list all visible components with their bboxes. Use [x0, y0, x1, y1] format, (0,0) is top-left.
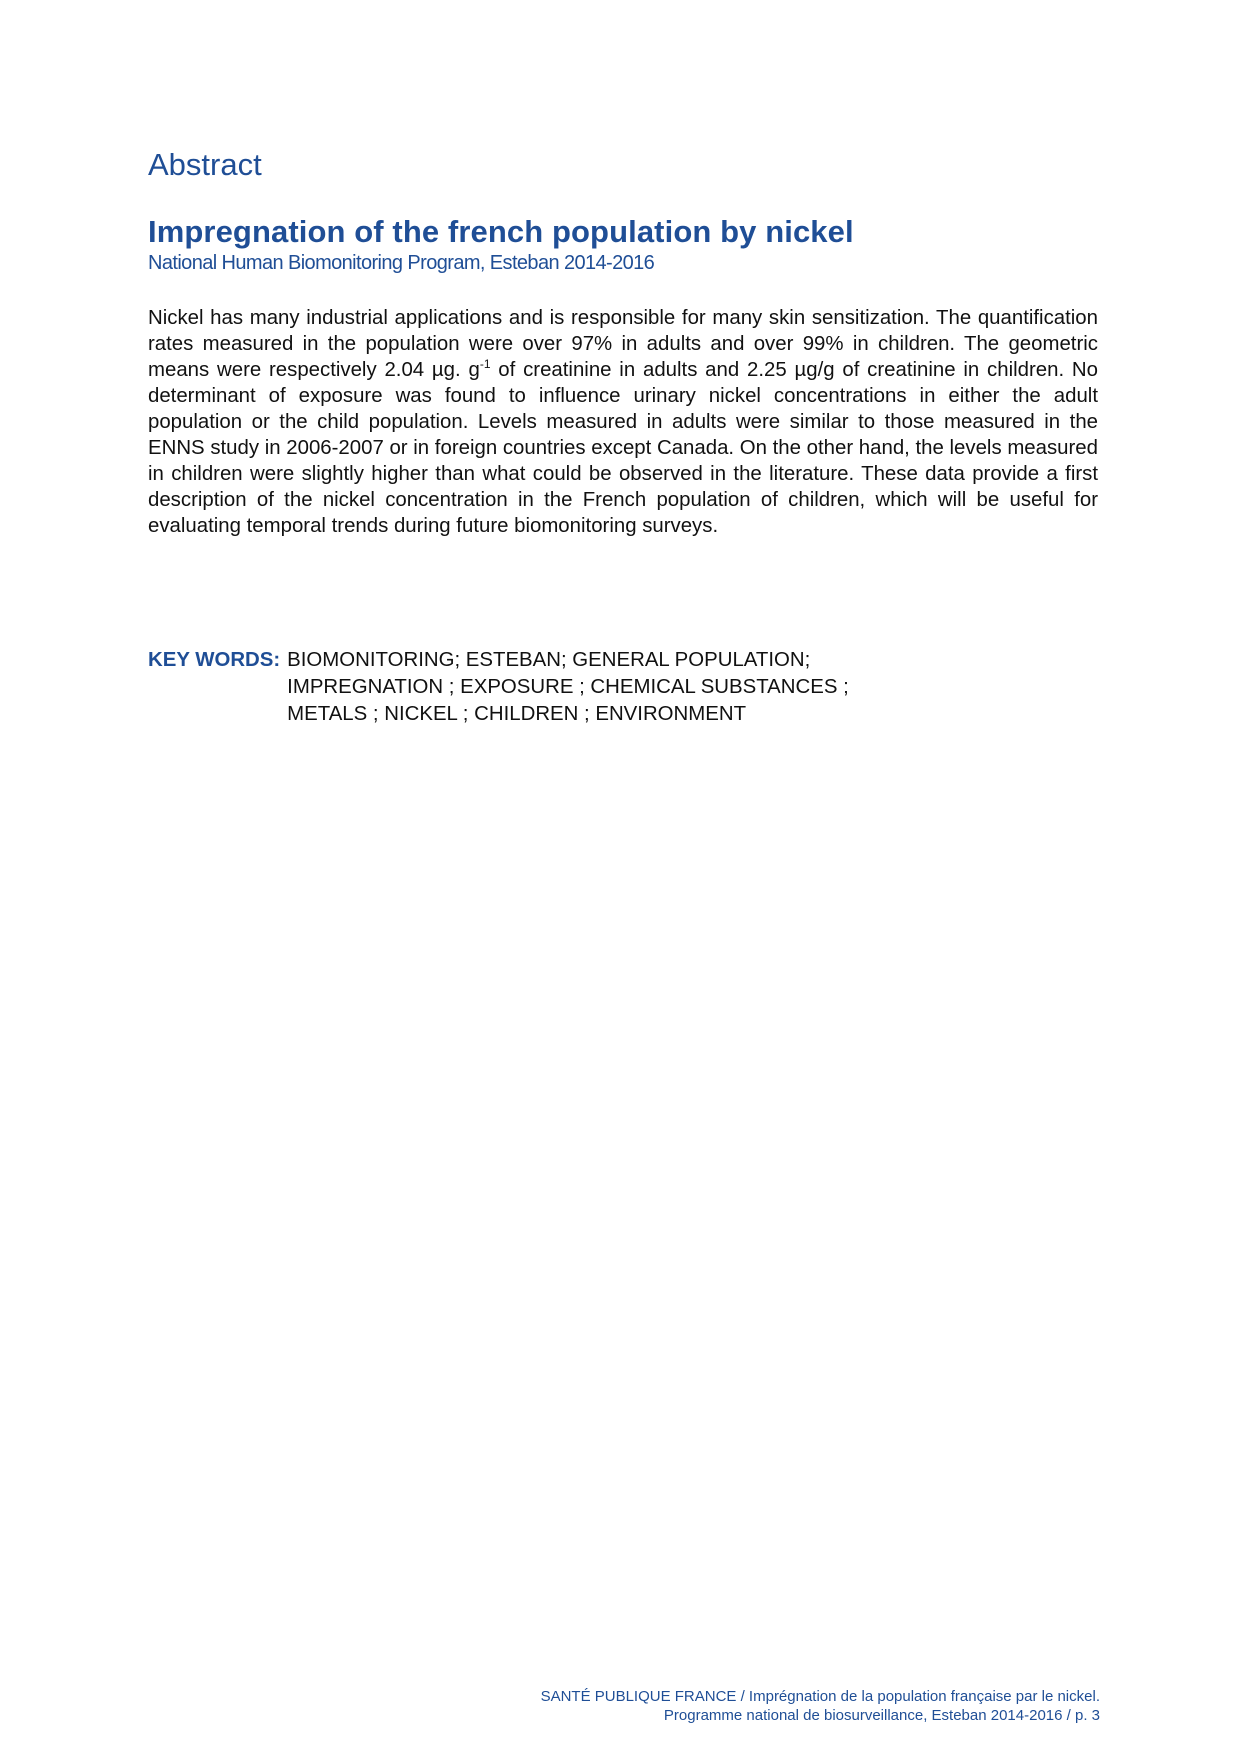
- keywords-block: [148, 647, 849, 728]
- keywords-line: METALS ; NICKEL ; CHILDREN ; ENVIRONMENT: [287, 703, 747, 725]
- keywords-line: BIOMONITORING; ESTEBAN; GENERAL POPULATION;: [287, 649, 811, 671]
- abstract-text-part1: Nickel has many industrial applications and is responsible for many skin sensitization. The quantification rates measured in the population were over 97% in adults and over 99% in children. The geometric means were respectively 2.04 µg. g: [148, 307, 1098, 381]
- footer-program-page-line: Programme national de biosurveillance, Esteban 2014-2016 / p. 3: [663, 1707, 1100, 1724]
- abstract-body: [148, 305, 1098, 539]
- section-heading: Abstract: [148, 147, 262, 182]
- keywords-label: KEY WORDS:: [148, 649, 281, 671]
- page-footer: [541, 1687, 1100, 1725]
- abstract-superscript: -1: [479, 357, 491, 372]
- document-subtitle: National Human Biomonitoring Program, Esteban 2014-2016: [148, 252, 655, 274]
- abstract-text-part2: of creatinine in adults and 2.25 µg/g of creatinine in children. No determinant of exposure was found to influence urinary nickel concentrations in either the adult population or the child population. Levels measured in adults were similar to those measured in the ENNS study in 2006-2007 or in foreign countries except Canada. On the other hand, the levels measured in children were slightly higher than what could be observed in the literature. These data provide a first description of the nickel concentration in the French population of children, which will be useful for evaluating temporal trends during future biomonitoring surveys.: [148, 359, 1098, 537]
- document-title: Impregnation of the french population by nickel: [148, 214, 854, 249]
- footer-publication-line: SANTÉ PUBLIQUE FRANCE / Imprégnation de la population française par le nickel.: [540, 1688, 1100, 1705]
- keywords-line: IMPREGNATION ; EXPOSURE ; CHEMICAL SUBSTANCES ;: [287, 676, 849, 698]
- keywords-list: [287, 647, 849, 728]
